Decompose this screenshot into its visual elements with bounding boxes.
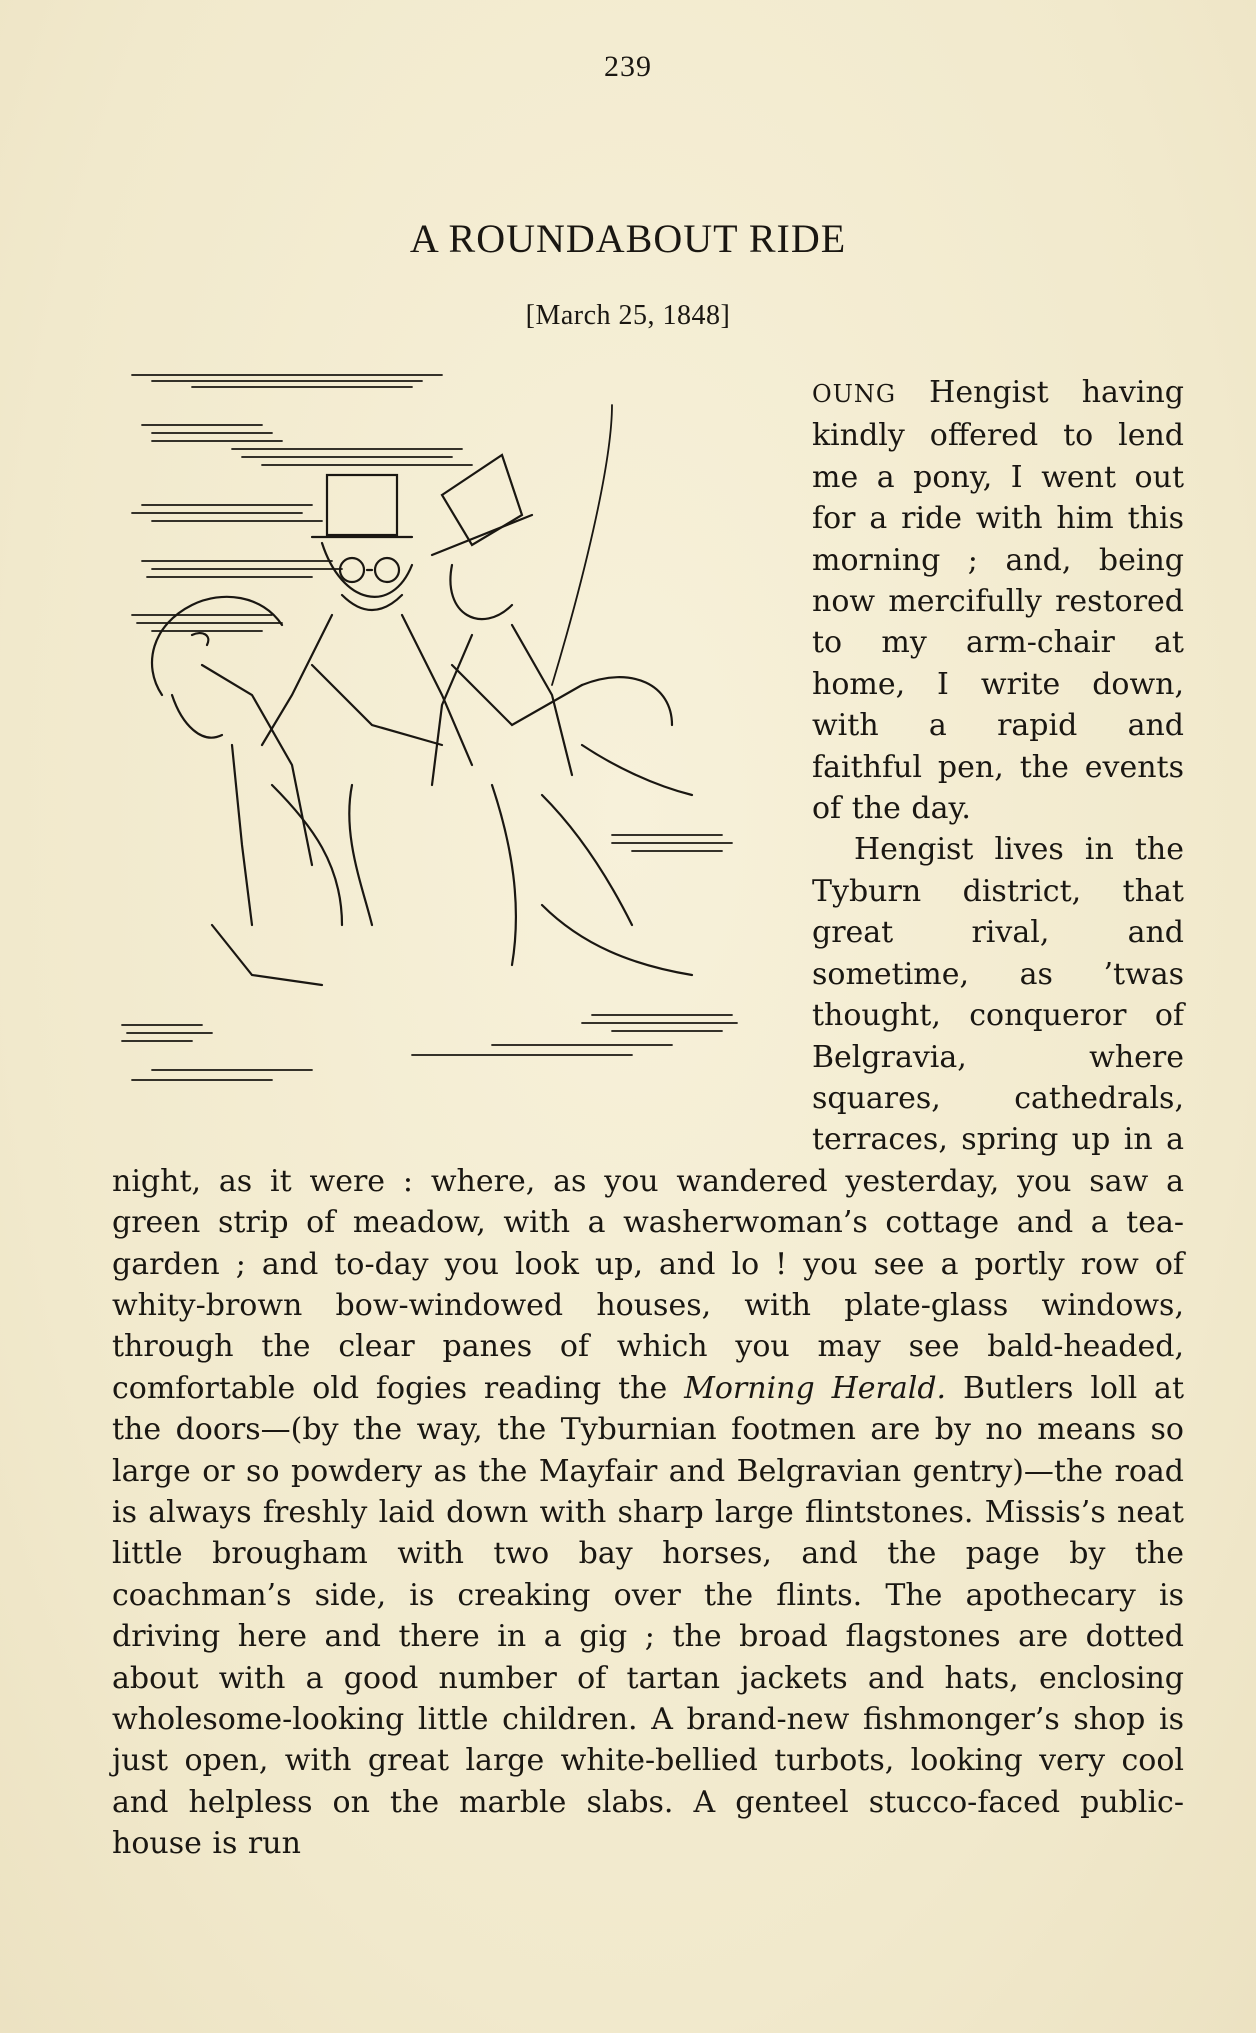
paragraph-2-text-a: Hengist lives in the Tyburn district, that great rival, and sometime, as ’twas thought, conqueror of Belgravia, where squares, cathedrals, terraces, spring up in a night, as it were : where, as you wandered yesterday, you saw a green strip of meadow, with a washerwoman’s cottage and a tea-garden ; and to-day you look up, and lo ! you see a portly row of whity-brown bow-windowed houses, with plate-glass windows, through the clear panes of which you may see bald-headed, comfortable old fogies reading the	[112, 832, 1184, 1406]
page-number: 239	[604, 50, 652, 83]
chapter-title: A ROUNDABOUT RIDE	[409, 216, 847, 261]
paragraph-2-text-b: Butlers loll at the doors—(by the way, the Tyburnian footmen are by no means so large or so powdery as the Mayfair and Belgravian gentry)—the road is always freshly laid down with sharp large flintstones. Missis’s neat little brougham with two bay horses, and the page by the coachman’s side, is creaking over the flints. The apothecary is driving here and there in a gig ; the broad flagstones are dotted about with a good number of tartan jackets and hats, enclosing wholesome-looking little children. A brand-new fishmonger’s shop is just open, with great large white-bellied turbots, looking very cool and helpless on the marble slabs. A genteel stucco-faced public-house is run	[112, 1370, 1185, 1862]
illustration-spacer	[112, 372, 812, 1122]
dateline: [March 25, 1848]	[525, 300, 731, 331]
newspaper-title: Morning Herald.	[684, 1370, 947, 1406]
body-text	[112, 372, 1184, 1865]
paragraph-1-text: Hengist having kindly offered to lend me a pony, I went out for a ride with him this morning ; and, being now mercifully restored to my arm-chair at home, I write down, with a rapid and faithful pen, the events of the day.	[812, 375, 1184, 827]
drop-cap-word: OUNG	[812, 380, 897, 408]
